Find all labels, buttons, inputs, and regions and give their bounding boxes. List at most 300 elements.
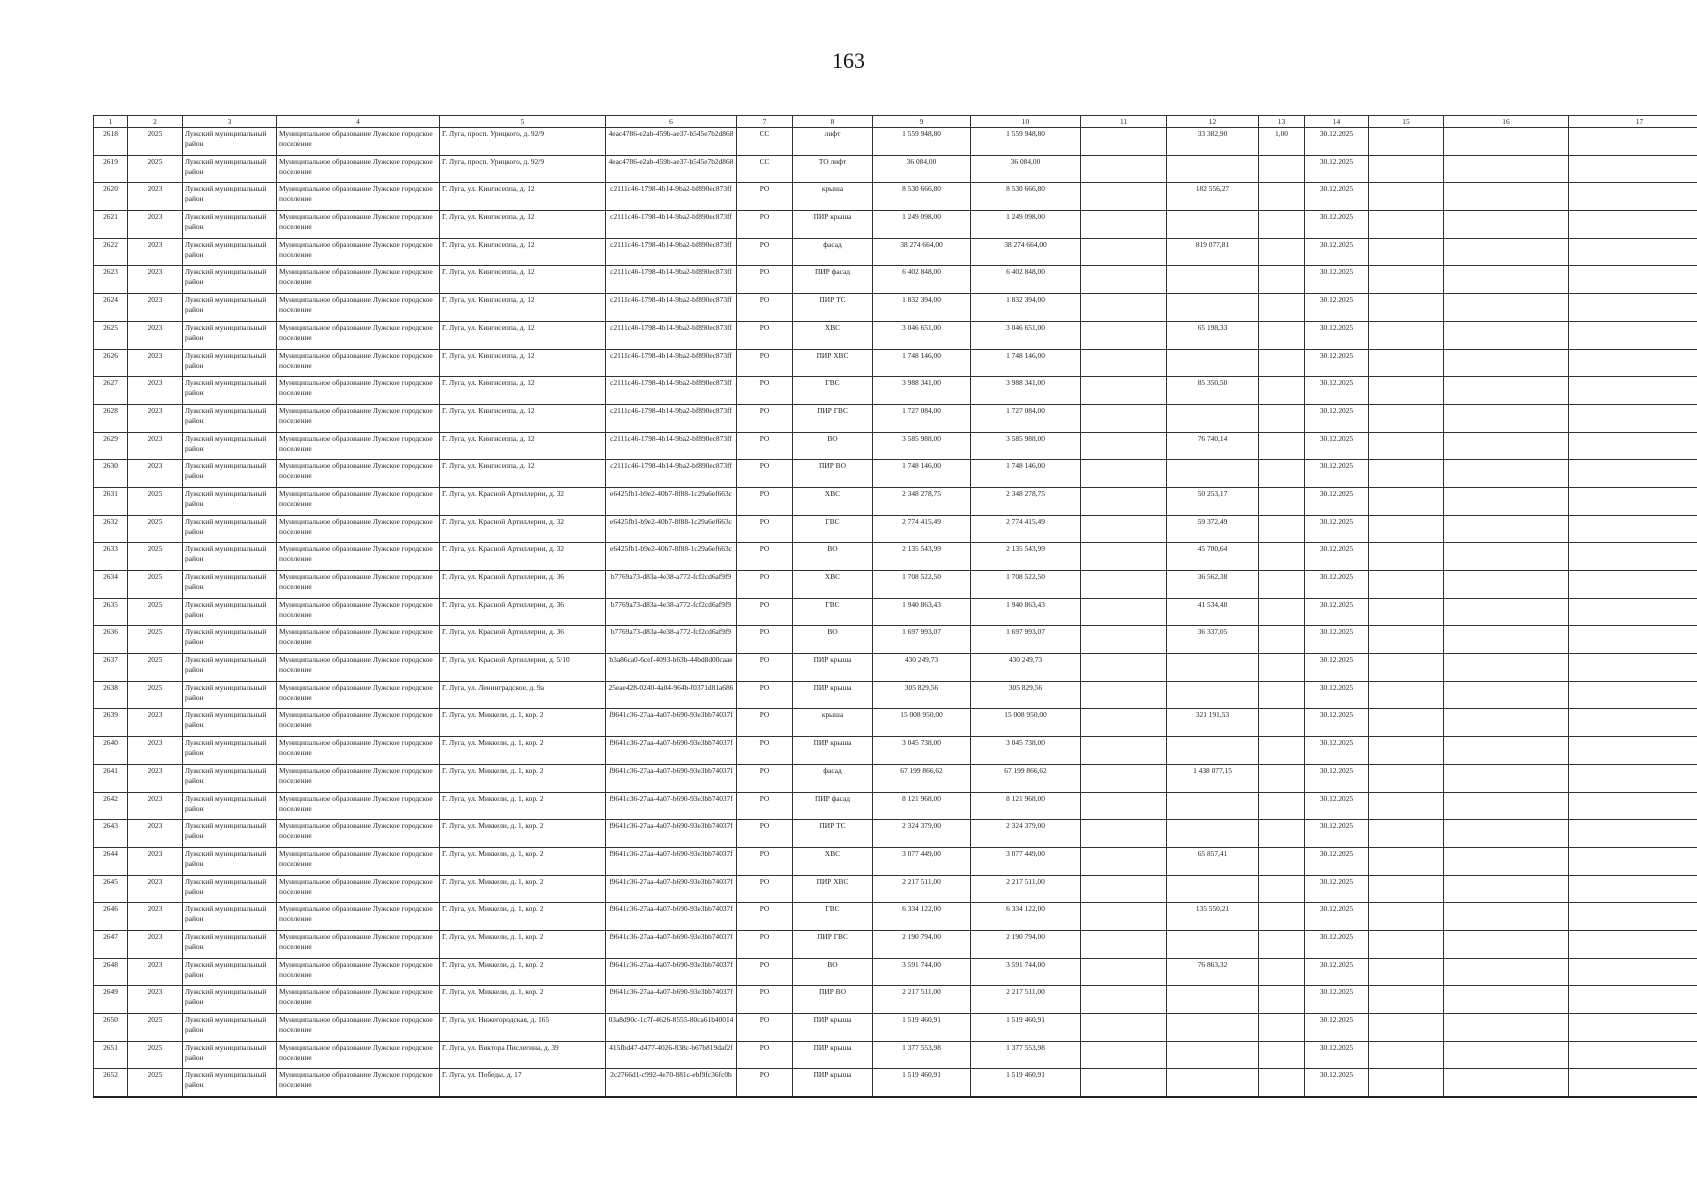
cell-deadline: 30.12.2025	[1305, 377, 1369, 405]
cell-address: Г. Луга, ул. Кингисеппа, д. 12	[440, 460, 606, 488]
cell-deadline: 30.12.2025	[1305, 321, 1369, 349]
cell-cost-fund: 3 585 988,00	[971, 432, 1081, 460]
cell-deadline: 30.12.2025	[1305, 515, 1369, 543]
cell-row-number: 2624	[94, 294, 128, 322]
table-row	[94, 986, 1697, 1014]
cell-col-17	[1569, 681, 1697, 709]
cell-address: Г. Луга, ул. Кингисеппа, д. 12	[440, 321, 606, 349]
cell-district: Лужский муниципальный район	[183, 598, 277, 626]
cell-deadline: 30.12.2025	[1305, 155, 1369, 183]
cell-cost-total: 1 377 553,98	[873, 1041, 971, 1069]
cell-program-type: РО	[737, 460, 793, 488]
cell-district: Лужский муниципальный район	[183, 986, 277, 1014]
cell-col-11	[1081, 792, 1167, 820]
cell-row-number: 2645	[94, 875, 128, 903]
cell-house-guid: c2111c46-1798-4b14-9ba2-bf890ec873ff	[606, 266, 737, 294]
table-row	[94, 321, 1697, 349]
cell-col-15	[1369, 128, 1444, 156]
cell-cost-fund: 305 829,56	[971, 681, 1081, 709]
cell-district: Лужский муниципальный район	[183, 847, 277, 875]
cell-cost-fund: 2 217 511,00	[971, 986, 1081, 1014]
cell-deadline: 30.12.2025	[1305, 238, 1369, 266]
cell-address: Г. Луга, ул. Миккели, д. 1, кор. 2	[440, 737, 606, 765]
cell-col-11	[1081, 377, 1167, 405]
cell-cost-total: 3 585 988,00	[873, 432, 971, 460]
cell-col-12	[1167, 930, 1259, 958]
table-row	[94, 1069, 1697, 1097]
cell-work-type: крыша	[793, 183, 873, 211]
cell-col-16	[1444, 294, 1569, 322]
cell-col-12	[1167, 349, 1259, 377]
cell-cost-fund: 15 008 950,00	[971, 709, 1081, 737]
cell-work-type: ТО лифт	[793, 155, 873, 183]
cell-col-11	[1081, 349, 1167, 377]
cell-cost-total: 2 135 543,99	[873, 543, 971, 571]
cell-work-type: ХВС	[793, 321, 873, 349]
table-row	[94, 875, 1697, 903]
cell-col-11	[1081, 930, 1167, 958]
cell-work-type: лифт	[793, 128, 873, 156]
cell-col-16	[1444, 266, 1569, 294]
column-header-13: 13	[1259, 116, 1305, 128]
cell-house-guid: f9641c36-27aa-4a07-b690-93e3bb74037f	[606, 820, 737, 848]
cell-col-13	[1259, 183, 1305, 211]
cell-deadline: 30.12.2025	[1305, 460, 1369, 488]
cell-col-17	[1569, 598, 1697, 626]
cell-col-17	[1569, 460, 1697, 488]
cell-address: Г. Луга, ул. Красной Артиллерии, д. 36	[440, 598, 606, 626]
cell-work-type: ВО	[793, 432, 873, 460]
cell-year: 2023	[128, 377, 183, 405]
cell-col-15	[1369, 930, 1444, 958]
cell-year: 2023	[128, 903, 183, 931]
cell-deadline: 30.12.2025	[1305, 764, 1369, 792]
cell-col-13	[1259, 266, 1305, 294]
table-header	[94, 116, 1697, 128]
cell-col-16	[1444, 986, 1569, 1014]
cell-deadline: 30.12.2025	[1305, 266, 1369, 294]
cell-col-12: 59 372,49	[1167, 515, 1259, 543]
cell-house-guid: 2c2766d1-c992-4e70-881c-ebf9fc36fc0b	[606, 1069, 737, 1097]
cell-program-type: РО	[737, 515, 793, 543]
cell-col-13	[1259, 321, 1305, 349]
cell-district: Лужский муниципальный район	[183, 1014, 277, 1042]
cell-col-17	[1569, 764, 1697, 792]
cell-municipality: Муниципальное образование Лужское городское поселение	[277, 737, 440, 765]
cell-district: Лужский муниципальный район	[183, 543, 277, 571]
cell-col-13	[1259, 349, 1305, 377]
cell-col-13	[1259, 155, 1305, 183]
cell-district: Лужский муниципальный район	[183, 321, 277, 349]
cell-district: Лужский муниципальный район	[183, 654, 277, 682]
cell-address: Г. Луга, ул. Миккели, д. 1, кор. 2	[440, 903, 606, 931]
cell-district: Лужский муниципальный район	[183, 515, 277, 543]
cell-address: Г. Луга, ул. Красной Артиллерии, д. 32	[440, 515, 606, 543]
cell-house-guid: c2111c46-1798-4b14-9ba2-bf890ec873ff	[606, 460, 737, 488]
cell-col-11	[1081, 543, 1167, 571]
cell-col-12	[1167, 654, 1259, 682]
cell-work-type: ПИР крыша	[793, 1041, 873, 1069]
column-header-5: 5	[440, 116, 606, 128]
cell-work-type: ПИР ТС	[793, 820, 873, 848]
cell-col-13	[1259, 681, 1305, 709]
cell-col-16	[1444, 460, 1569, 488]
cell-deadline: 30.12.2025	[1305, 903, 1369, 931]
cell-col-13	[1259, 377, 1305, 405]
table-row	[94, 764, 1697, 792]
cell-municipality: Муниципальное образование Лужское городское поселение	[277, 294, 440, 322]
cell-address: Г. Луга, просп. Урицкого, д. 92/9	[440, 155, 606, 183]
cell-work-type: фасад	[793, 764, 873, 792]
cell-cost-fund: 6 334 122,00	[971, 903, 1081, 931]
cell-col-15	[1369, 460, 1444, 488]
cell-col-17	[1569, 321, 1697, 349]
cell-cost-total: 6 334 122,00	[873, 903, 971, 931]
cell-address: Г. Луга, ул. Красной Артиллерии, д. 36	[440, 626, 606, 654]
table-row	[94, 903, 1697, 931]
column-header-6: 6	[606, 116, 737, 128]
cell-cost-fund: 3 077 449,00	[971, 847, 1081, 875]
cell-row-number: 2641	[94, 764, 128, 792]
cell-municipality: Муниципальное образование Лужское городское поселение	[277, 654, 440, 682]
cell-col-16	[1444, 654, 1569, 682]
cell-col-15	[1369, 515, 1444, 543]
cell-col-17	[1569, 515, 1697, 543]
cell-year: 2023	[128, 460, 183, 488]
cell-col-13	[1259, 294, 1305, 322]
cell-col-11	[1081, 737, 1167, 765]
cell-house-guid: c2111c46-1798-4b14-9ba2-bf890ec873ff	[606, 377, 737, 405]
cell-col-17	[1569, 847, 1697, 875]
cell-col-11	[1081, 654, 1167, 682]
cell-deadline: 30.12.2025	[1305, 681, 1369, 709]
table-row	[94, 1041, 1697, 1069]
cell-deadline: 30.12.2025	[1305, 211, 1369, 239]
cell-program-type: РО	[737, 349, 793, 377]
cell-house-guid: f9641c36-27aa-4a07-b690-93e3bb74037f	[606, 847, 737, 875]
cell-col-13	[1259, 1069, 1305, 1097]
cell-cost-fund: 3 045 738,00	[971, 737, 1081, 765]
cell-district: Лужский муниципальный район	[183, 377, 277, 405]
cell-district: Лужский муниципальный район	[183, 460, 277, 488]
cell-address: Г. Луга, ул. Красной Артиллерии, д. 32	[440, 543, 606, 571]
cell-col-11	[1081, 321, 1167, 349]
cell-work-type: ГВС	[793, 515, 873, 543]
cell-deadline: 30.12.2025	[1305, 571, 1369, 599]
cell-house-guid: f9641c36-27aa-4a07-b690-93e3bb74037f	[606, 903, 737, 931]
cell-year: 2025	[128, 681, 183, 709]
cell-col-11	[1081, 681, 1167, 709]
cell-col-17	[1569, 377, 1697, 405]
cell-row-number: 2618	[94, 128, 128, 156]
table-row	[94, 571, 1697, 599]
cell-col-15	[1369, 847, 1444, 875]
cell-col-16	[1444, 820, 1569, 848]
cell-col-11	[1081, 404, 1167, 432]
cell-cost-fund: 1 940 863,43	[971, 598, 1081, 626]
cell-deadline: 30.12.2025	[1305, 128, 1369, 156]
cell-col-17	[1569, 986, 1697, 1014]
cell-cost-fund: 1 519 460,91	[971, 1069, 1081, 1097]
cell-cost-total: 3 591 744,00	[873, 958, 971, 986]
column-header-8: 8	[793, 116, 873, 128]
cell-col-13	[1259, 543, 1305, 571]
cell-cost-total: 2 217 511,00	[873, 986, 971, 1014]
cell-program-type: РО	[737, 183, 793, 211]
cell-work-type: ПИР ВО	[793, 460, 873, 488]
cell-house-guid: c2111c46-1798-4b14-9ba2-bf890ec873ff	[606, 294, 737, 322]
cell-cost-fund: 36 084,00	[971, 155, 1081, 183]
cell-cost-fund: 2 217 511,00	[971, 875, 1081, 903]
cell-address: Г. Луга, ул. Ленинградское, д. 9а	[440, 681, 606, 709]
cell-col-15	[1369, 432, 1444, 460]
cell-year: 2023	[128, 211, 183, 239]
cell-col-16	[1444, 1041, 1569, 1069]
cell-year: 2025	[128, 1041, 183, 1069]
cell-col-17	[1569, 958, 1697, 986]
cell-district: Лужский муниципальный район	[183, 487, 277, 515]
cell-col-16	[1444, 487, 1569, 515]
cell-municipality: Муниципальное образование Лужское городское поселение	[277, 709, 440, 737]
cell-col-16	[1444, 128, 1569, 156]
cell-row-number: 2651	[94, 1041, 128, 1069]
cell-address: Г. Луга, ул. Кингисеппа, д. 12	[440, 266, 606, 294]
cell-col-16	[1444, 764, 1569, 792]
cell-col-11	[1081, 211, 1167, 239]
cell-house-guid: f9641c36-27aa-4a07-b690-93e3bb74037f	[606, 737, 737, 765]
cell-row-number: 2629	[94, 432, 128, 460]
cell-house-guid: 25eae428-0240-4a04-964b-f0371d81a686	[606, 681, 737, 709]
cell-col-15	[1369, 1041, 1444, 1069]
cell-col-16	[1444, 1069, 1569, 1097]
cell-col-15	[1369, 626, 1444, 654]
cell-cost-fund: 1 377 553,98	[971, 1041, 1081, 1069]
cell-municipality: Муниципальное образование Лужское городское поселение	[277, 349, 440, 377]
cell-district: Лужский муниципальный район	[183, 875, 277, 903]
cell-year: 2025	[128, 543, 183, 571]
table-row	[94, 930, 1697, 958]
cell-cost-total: 1 697 993,07	[873, 626, 971, 654]
cell-col-12: 76 863,32	[1167, 958, 1259, 986]
cell-cost-fund: 430 249,73	[971, 654, 1081, 682]
cell-municipality: Муниципальное образование Лужское городское поселение	[277, 598, 440, 626]
cell-cost-total: 2 774 415,49	[873, 515, 971, 543]
cell-work-type: ХВС	[793, 487, 873, 515]
cell-col-12	[1167, 1069, 1259, 1097]
cell-work-type: ХВС	[793, 571, 873, 599]
column-header-17: 17	[1569, 116, 1697, 128]
cell-col-15	[1369, 294, 1444, 322]
cell-col-13	[1259, 404, 1305, 432]
cell-col-11	[1081, 847, 1167, 875]
column-header-14: 14	[1305, 116, 1369, 128]
cell-col-17	[1569, 404, 1697, 432]
cell-program-type: РО	[737, 238, 793, 266]
cell-col-13	[1259, 515, 1305, 543]
cell-district: Лужский муниципальный район	[183, 294, 277, 322]
cell-address: Г. Луга, ул. Миккели, д. 1, кор. 2	[440, 875, 606, 903]
cell-col-12: 76 740,14	[1167, 432, 1259, 460]
cell-municipality: Муниципальное образование Лужское городское поселение	[277, 211, 440, 239]
cell-municipality: Муниципальное образование Лужское городское поселение	[277, 1014, 440, 1042]
cell-year: 2025	[128, 571, 183, 599]
cell-deadline: 30.12.2025	[1305, 598, 1369, 626]
cell-cost-total: 1 519 460,91	[873, 1014, 971, 1042]
cell-program-type: СС	[737, 128, 793, 156]
cell-col-15	[1369, 1069, 1444, 1097]
cell-work-type: ГВС	[793, 903, 873, 931]
cell-row-number: 2633	[94, 543, 128, 571]
cell-cost-total: 3 077 449,00	[873, 847, 971, 875]
cell-program-type: РО	[737, 681, 793, 709]
cell-deadline: 30.12.2025	[1305, 1041, 1369, 1069]
cell-cost-total: 8 121 968,00	[873, 792, 971, 820]
cell-col-11	[1081, 183, 1167, 211]
cell-col-11	[1081, 875, 1167, 903]
cell-program-type: РО	[737, 875, 793, 903]
cell-cost-total: 15 008 950,00	[873, 709, 971, 737]
cell-year: 2023	[128, 404, 183, 432]
cell-col-12	[1167, 737, 1259, 765]
cell-address: Г. Луга, ул. Миккели, д. 1, кор. 2	[440, 930, 606, 958]
cell-col-15	[1369, 155, 1444, 183]
cell-col-13	[1259, 709, 1305, 737]
cell-district: Лужский муниципальный район	[183, 737, 277, 765]
cell-deadline: 30.12.2025	[1305, 183, 1369, 211]
cell-program-type: РО	[737, 1014, 793, 1042]
cell-col-17	[1569, 543, 1697, 571]
cell-col-12: 65 198,33	[1167, 321, 1259, 349]
cell-col-13	[1259, 875, 1305, 903]
cell-house-guid: c2111c46-1798-4b14-9ba2-bf890ec873ff	[606, 432, 737, 460]
cell-col-13	[1259, 986, 1305, 1014]
cell-deadline: 30.12.2025	[1305, 820, 1369, 848]
cell-col-13	[1259, 847, 1305, 875]
cell-col-17	[1569, 211, 1697, 239]
table-row	[94, 792, 1697, 820]
cell-col-11	[1081, 266, 1167, 294]
cell-program-type: РО	[737, 820, 793, 848]
table-row	[94, 1014, 1697, 1042]
cell-year: 2025	[128, 155, 183, 183]
cell-col-13	[1259, 626, 1305, 654]
cell-work-type: ПИР ГВС	[793, 404, 873, 432]
cell-house-guid: 415fbd47-d477-4026-838c-b67b819daf2f	[606, 1041, 737, 1069]
cell-year: 2025	[128, 598, 183, 626]
cell-cost-total: 1 249 098,00	[873, 211, 971, 239]
cell-col-17	[1569, 294, 1697, 322]
cell-col-15	[1369, 543, 1444, 571]
cell-col-13	[1259, 598, 1305, 626]
cell-address: Г. Луга, ул. Кингисеппа, д. 12	[440, 211, 606, 239]
cell-cost-fund: 67 199 866,62	[971, 764, 1081, 792]
cell-house-guid: c2111c46-1798-4b14-9ba2-bf890ec873ff	[606, 183, 737, 211]
cell-deadline: 30.12.2025	[1305, 1069, 1369, 1097]
cell-row-number: 2628	[94, 404, 128, 432]
cell-row-number: 2635	[94, 598, 128, 626]
cell-col-16	[1444, 709, 1569, 737]
cell-col-17	[1569, 238, 1697, 266]
cell-deadline: 30.12.2025	[1305, 654, 1369, 682]
cell-row-number: 2625	[94, 321, 128, 349]
cell-house-guid: e6425fb1-b9e2-40b7-8f88-1c29a6ef663c	[606, 543, 737, 571]
column-header-4: 4	[277, 116, 440, 128]
table-row	[94, 820, 1697, 848]
cell-col-12: 135 550,21	[1167, 903, 1259, 931]
cell-col-17	[1569, 626, 1697, 654]
cell-col-17	[1569, 654, 1697, 682]
cell-district: Лужский муниципальный район	[183, 349, 277, 377]
cell-col-12	[1167, 1014, 1259, 1042]
cell-year: 2023	[128, 875, 183, 903]
cell-col-15	[1369, 238, 1444, 266]
cell-program-type: РО	[737, 211, 793, 239]
cell-address: Г. Луга, ул. Красной Артиллерии, д. 5/10	[440, 654, 606, 682]
cell-program-type: РО	[737, 1069, 793, 1097]
cell-col-17	[1569, 875, 1697, 903]
column-header-2: 2	[128, 116, 183, 128]
cell-deadline: 30.12.2025	[1305, 487, 1369, 515]
cell-cost-fund: 3 046 651,00	[971, 321, 1081, 349]
cell-cost-total: 38 274 664,00	[873, 238, 971, 266]
cell-district: Лужский муниципальный район	[183, 1041, 277, 1069]
cell-col-16	[1444, 737, 1569, 765]
cell-address: Г. Луга, ул. Кингисеппа, д. 12	[440, 294, 606, 322]
cell-municipality: Муниципальное образование Лужское городское поселение	[277, 460, 440, 488]
cell-work-type: ПИР ВО	[793, 986, 873, 1014]
cell-col-11	[1081, 155, 1167, 183]
cell-cost-fund: 1 708 522,50	[971, 571, 1081, 599]
cell-work-type: ПИР ТС	[793, 294, 873, 322]
cell-house-guid: f9641c36-27aa-4a07-b690-93e3bb74037f	[606, 792, 737, 820]
cell-cost-total: 2 348 278,75	[873, 487, 971, 515]
cell-col-15	[1369, 820, 1444, 848]
cell-municipality: Муниципальное образование Лужское городское поселение	[277, 128, 440, 156]
cell-col-13	[1259, 1014, 1305, 1042]
cell-row-number: 2622	[94, 238, 128, 266]
table-row	[94, 654, 1697, 682]
cell-year: 2023	[128, 930, 183, 958]
cell-deadline: 30.12.2025	[1305, 294, 1369, 322]
cell-district: Лужский муниципальный район	[183, 266, 277, 294]
table-row	[94, 515, 1697, 543]
cell-program-type: РО	[737, 1041, 793, 1069]
cell-house-guid: b7769a73-d83a-4e38-a772-fcf2cd6af9f9	[606, 598, 737, 626]
cell-deadline: 30.12.2025	[1305, 875, 1369, 903]
cell-col-12	[1167, 266, 1259, 294]
cell-work-type: ВО	[793, 626, 873, 654]
cell-col-17	[1569, 709, 1697, 737]
cell-work-type: ХВС	[793, 847, 873, 875]
cell-work-type: ПИР ГВС	[793, 930, 873, 958]
cell-house-guid: c2111c46-1798-4b14-9ba2-bf890ec873ff	[606, 404, 737, 432]
cell-program-type: РО	[737, 571, 793, 599]
cell-program-type: РО	[737, 321, 793, 349]
cell-house-guid: b3a86ca0-6cef-4093-b63b-44bd8d00caae	[606, 654, 737, 682]
cell-district: Лужский муниципальный район	[183, 820, 277, 848]
cell-work-type: крыша	[793, 709, 873, 737]
table-row	[94, 958, 1697, 986]
cell-municipality: Муниципальное образование Лужское городское поселение	[277, 487, 440, 515]
cell-row-number: 2627	[94, 377, 128, 405]
cell-year: 2023	[128, 266, 183, 294]
cell-cost-total: 3 988 341,00	[873, 377, 971, 405]
cell-col-16	[1444, 377, 1569, 405]
cell-cost-fund: 2 348 278,75	[971, 487, 1081, 515]
cell-col-16	[1444, 155, 1569, 183]
cell-cost-total: 1 940 863,43	[873, 598, 971, 626]
cell-work-type: ПИР крыша	[793, 1014, 873, 1042]
